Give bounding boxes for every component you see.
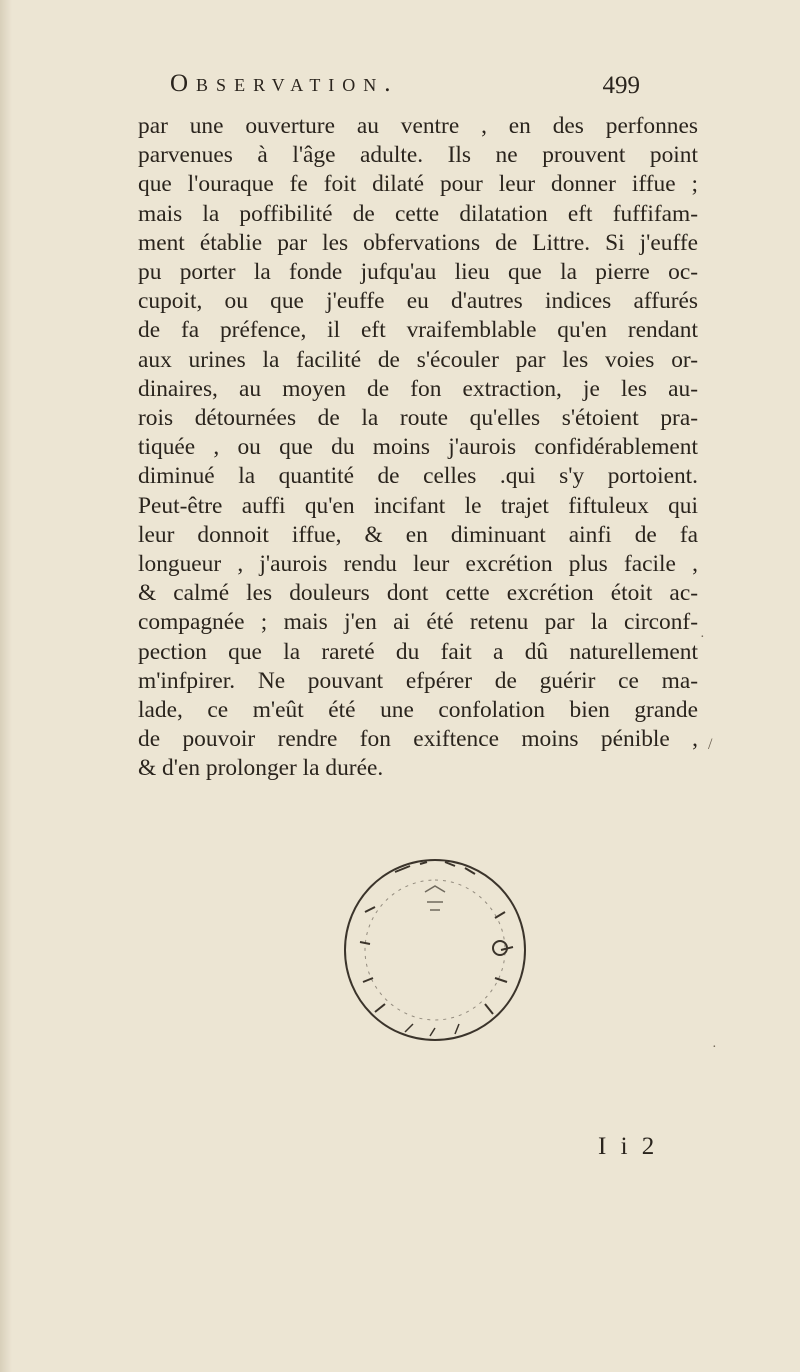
text-line: pu porter la fonde jufqu'au lieu que la pierre oc- <box>138 259 698 286</box>
text-line: & d'en prolonger la durée. <box>138 755 384 782</box>
page-header <box>170 70 640 110</box>
text-line: leur donnoit iffue, & en diminuant ainfi de fa <box>138 521 698 548</box>
text-line: rois détournées de la route qu'elles s'étoient pra- <box>138 405 698 432</box>
text-line: dinaires, au moyen de fon extraction, je les au- <box>138 375 698 402</box>
text-line: tiquée , ou que du moins j'aurois confidérablement <box>138 434 698 461</box>
text-line: ment établie par les obfervations de Littre. Si j'euffe <box>138 229 698 256</box>
text-line: aux urines la facilité de s'écouler par les voies or- <box>138 346 698 373</box>
body-text <box>138 112 698 784</box>
text-line: & calmé les douleurs dont cette excrétion étoit ac- <box>138 580 698 607</box>
library-stamp-ornament <box>335 852 535 1052</box>
text-line: que l'ouraque fe foit dilaté pour leur donner iffue ; <box>138 171 698 198</box>
running-head: Observation. <box>170 70 399 97</box>
text-line: mais la poffibilité de cette dilatation eft fuffifam- <box>138 200 698 227</box>
text-line: longueur , j'aurois rendu leur excrétion plus facile , <box>138 551 698 578</box>
text-line: parvenues à l'âge adulte. Ils ne prouvent point <box>138 142 698 169</box>
text-line: m'infpirer. Ne pouvant efpérer de guérir ce ma- <box>138 667 698 694</box>
margin-mark: · <box>700 630 705 645</box>
text-line: Peut-être auffi qu'en incifant le trajet fiftuleux qui <box>138 492 698 519</box>
page-edge <box>0 0 12 1372</box>
margin-mark: · <box>712 1040 717 1055</box>
page-number: 499 <box>602 72 640 99</box>
text-line: par une ouverture au ventre , en des perfonnes <box>138 113 698 139</box>
text-line: pection que la rareté du fait a dû naturellement <box>138 638 698 665</box>
text-line: compagnée ; mais j'en ai été retenu par la circonf- <box>138 609 698 636</box>
text-line: lade, ce m'eût été une confolation bien grande <box>138 697 698 724</box>
margin-mark: / <box>708 736 713 753</box>
text-line: diminué la quantité de celles .qui s'y portoient. <box>138 463 698 490</box>
text-line: de fa préfence, il eft vraifemblable qu'en rendant <box>138 317 698 344</box>
text-line: de pouvoir rendre fon exiftence moins pénible , <box>138 726 698 753</box>
text-line: cupoit, ou que j'euffe eu d'autres indices affurés <box>138 288 698 315</box>
signature-mark: I i 2 <box>598 1133 659 1160</box>
